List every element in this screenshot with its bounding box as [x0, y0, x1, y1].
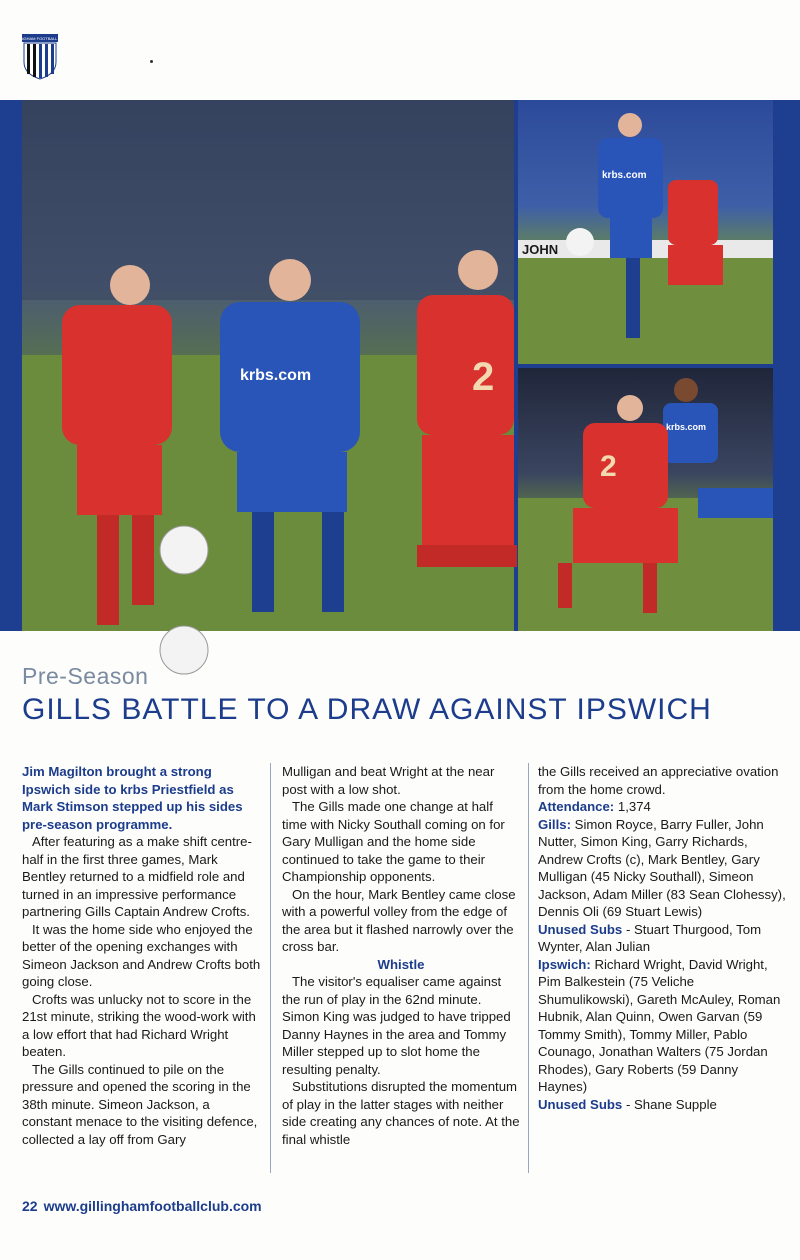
ipswich-label: Ipswich:	[538, 956, 591, 972]
gills-team: Simon Royce, Barry Fuller, John Nutter, Simon King, Garry Richards, Andrew Crofts (c), Mark Bentley, Gary Mulligan (45 Nicky Southall), Simeon Jackson, Adam Miller (83 Sean Clohessy), Dennis Oli (69 Stuart Lewis)	[538, 816, 786, 919]
column-divider	[270, 763, 271, 1173]
ipswich-subs-label: Unused Subs	[538, 1096, 623, 1112]
shirt-number-bottom: 2	[600, 450, 617, 483]
attendance-label: Attendance:	[538, 799, 615, 814]
page-number: 22	[22, 1198, 38, 1214]
sponsor-text-main: krbs.com	[240, 367, 312, 384]
section-subhead: Whistle	[377, 956, 425, 972]
gills-subs-list: - Stuart Thurgood, Tom Wynter, Alan Julian	[538, 921, 762, 954]
gills-lineup	[538, 816, 788, 921]
print-speck	[150, 60, 153, 63]
sponsor-text-bottom: krbs.com	[666, 422, 707, 432]
ipswich-subs	[538, 1096, 788, 1114]
gills-subs-label: Unused Subs	[538, 921, 623, 937]
gills-subs	[538, 921, 788, 956]
paragraph: Substitutions disrupted the momentum of play in the latter stages with neither side creating any chances of note. At the final whistle	[282, 1079, 520, 1147]
ipswich-team: Richard Wright, David Wright, Pim Balkestein (75 Veliche Shumulikowski), Gareth McAuley, Roman Hubnik, Alan Quinn, Owen Garvan (59 Tommy Smith), Tommy Miller, Pablo Counago, Jonathan Walters (75 Jordan Rhodes), Gary Roberts (59 Danny Haynes)	[538, 956, 781, 1094]
club-crest-icon	[10, 34, 70, 80]
attendance-value: 1,374	[617, 799, 651, 814]
footer-url[interactable]: www.gillinghamfootballclub.com	[43, 1198, 262, 1214]
ipswich-subs-list: - Shane Supple	[625, 1096, 717, 1112]
match-photo-bottom-right	[518, 368, 773, 631]
paragraph: The Gills continued to pile on the pressure and opened the scoring in the 38th minute. Simeon Jackson, a constant menace to the visiting defence, collected a lay off from Gary	[22, 1061, 258, 1147]
paragraph: Mulligan and beat Wright at the near post with a low shot.	[282, 764, 495, 797]
article-lead: Jim Magilton brought a strong Ipswich side to krbs Priestfield as Mark Stimson stepped up his sides pre-season programme.	[22, 764, 243, 832]
paragraph: Crofts was unlucky not to score in the 21st minute, striking the wood-work with a low effort that had Richard Wright beaten.	[22, 991, 256, 1059]
attendance	[538, 798, 788, 816]
match-photo-top-right	[518, 100, 773, 364]
paragraph: On the hour, Mark Bentley came close with a powerful volley from the edge of the area but it flashed narrowly over the cross bar.	[282, 886, 516, 954]
paragraph: the Gills received an appreciative ovation from the home crowd.	[538, 764, 779, 797]
article-column-1	[22, 763, 262, 1148]
paragraph: The Gills made one change at half time with Nicky Southall coming on for Gary Mulligan and the home side continued to take the game to their Championship opponents.	[282, 799, 505, 884]
article-column-2	[282, 763, 520, 1148]
paragraph: After featuring as a make shift centre-half in the first three games, Mark Bentley returned to a midfield role and turned in an impressive performance partnering Gills Captain Andrew Crofts.	[22, 834, 252, 919]
paragraph: The visitor's equaliser came against the run of play in the 62nd minute. Simon King was judged to have tripped Danny Haynes in the area and Tommy Miller stepped up to slot home the resulting penalty.	[282, 974, 511, 1077]
article-kicker: Pre-Season	[22, 663, 149, 689]
sponsor-text-top: krbs.com	[602, 170, 647, 181]
gills-label: Gills:	[538, 816, 571, 832]
article-column-3	[538, 763, 788, 1113]
crest-text: GILLINGHAM FOOTBALL CLUB	[10, 36, 70, 41]
match-photo-main	[22, 100, 514, 631]
paragraph: It was the home side who enjoyed the better of the opening exchanges with Simeon Jackson and Andrew Crofts both going close.	[22, 921, 261, 989]
article-headline: GILLS BATTLE TO A DRAW AGAINST IPSWICH	[22, 693, 712, 726]
shirt-number: 2	[472, 355, 495, 399]
photo-band	[0, 100, 800, 631]
ipswich-lineup	[538, 956, 788, 1096]
page-footer	[22, 1198, 262, 1214]
column-divider	[528, 763, 529, 1173]
banner-text: JOHN	[522, 242, 559, 257]
